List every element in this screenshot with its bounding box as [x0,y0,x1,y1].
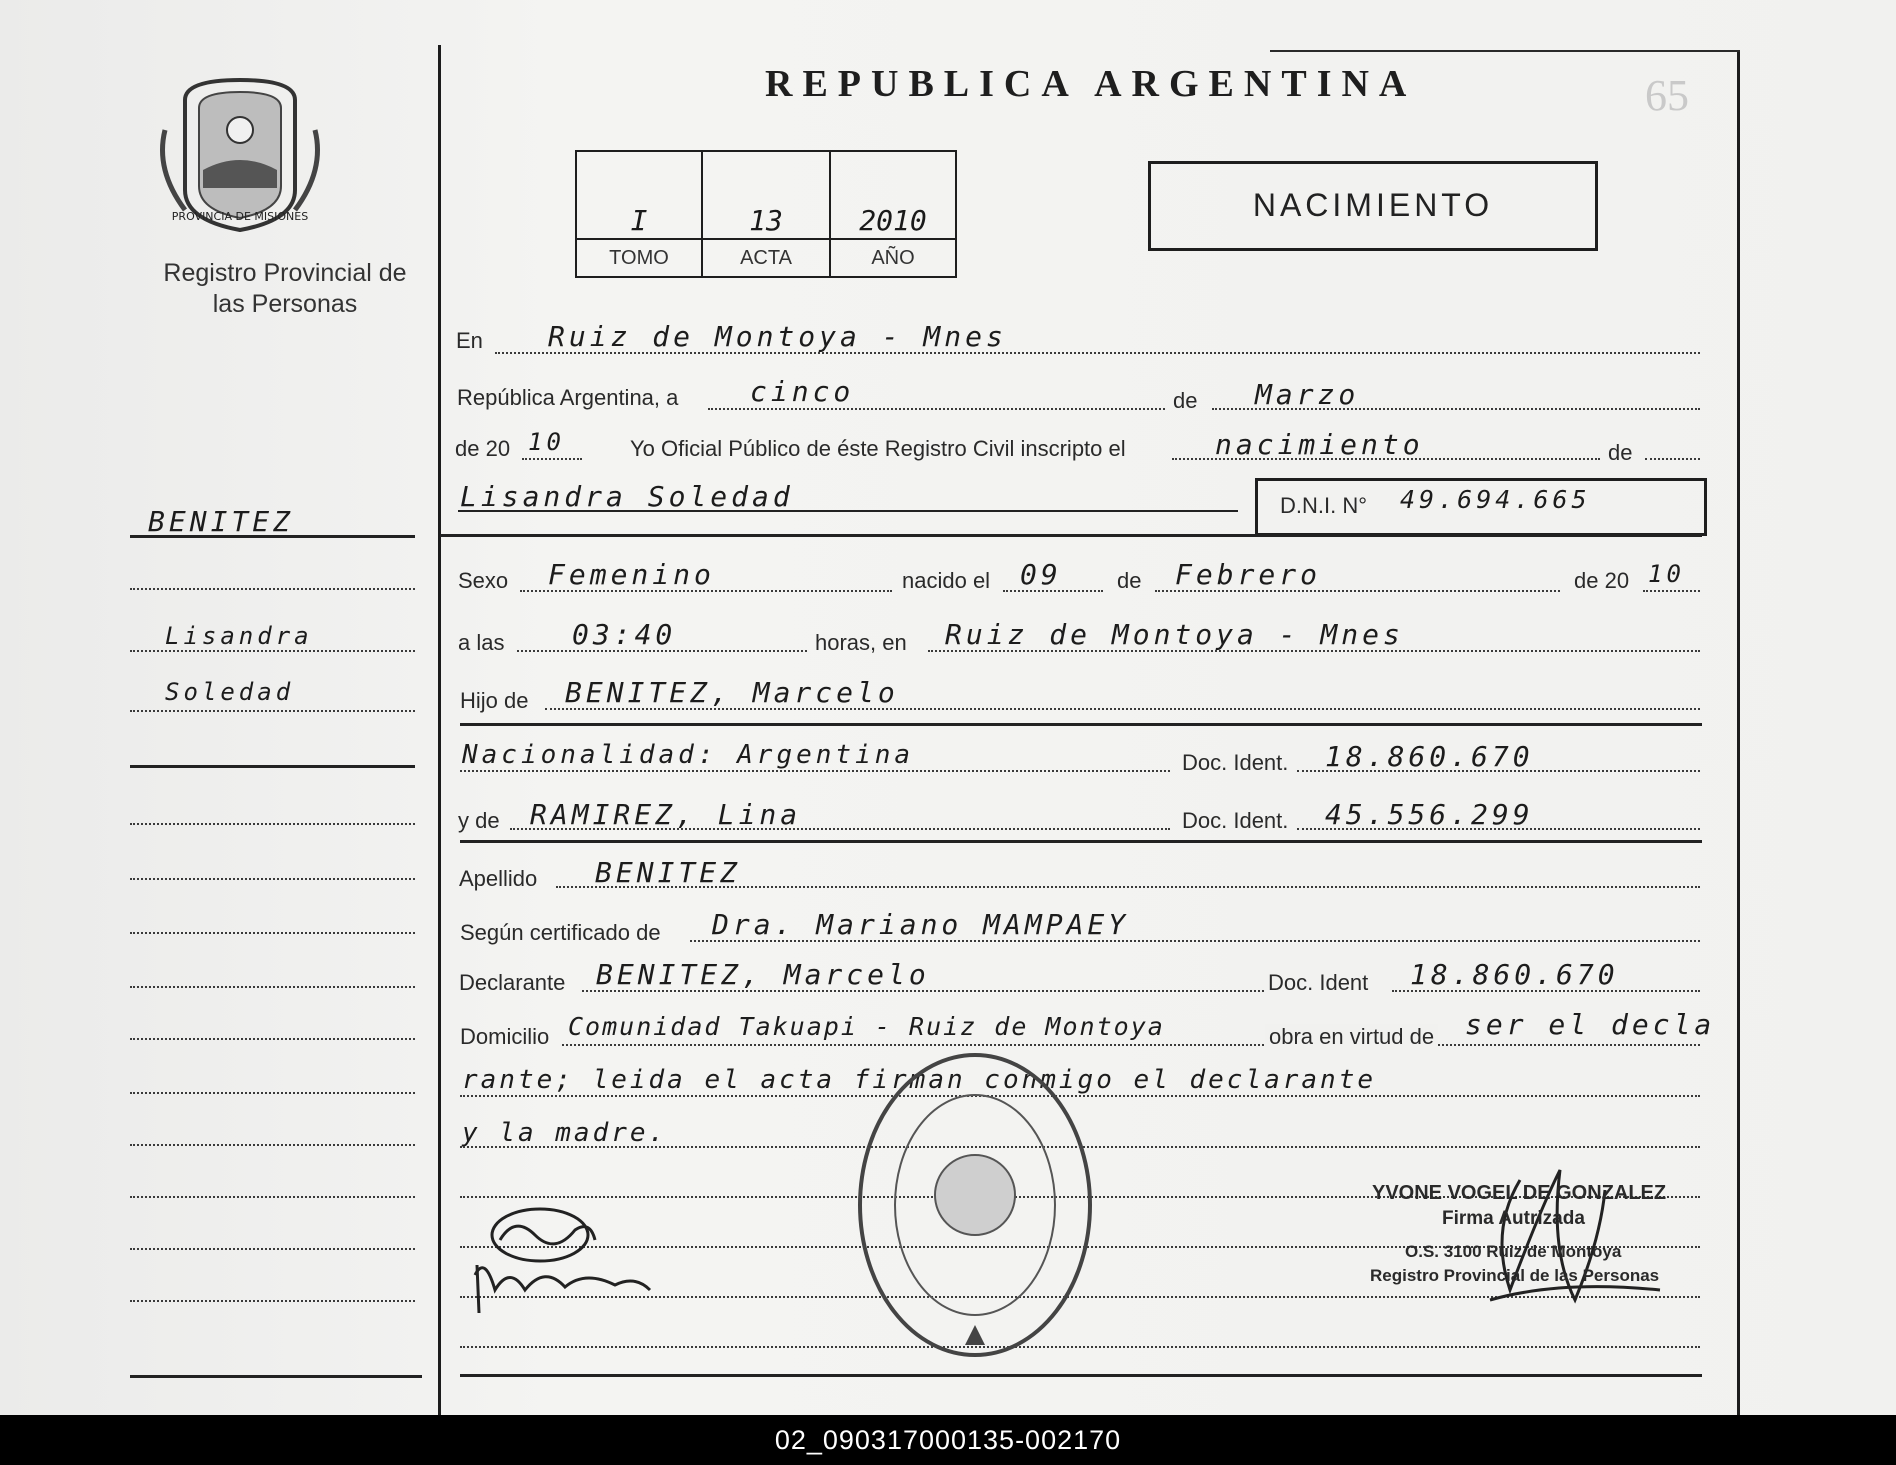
horas-label: horas, en [815,630,907,655]
margin-rule [130,765,415,768]
margin-line [130,1092,415,1094]
mother-doc: 45.556.299 [1325,798,1534,831]
anio-value: 2010 [859,204,927,237]
declarante-label: Declarante [459,970,566,995]
section-rule [440,534,1702,537]
nationality-line [460,770,1170,772]
obra-label: obra en virtud de [1265,1024,1438,1050]
nacido-label: nacido el [902,568,991,593]
dni-label: D.N.I. N° [1280,493,1368,518]
year-value: 10 [528,428,565,456]
tomo-value: I [630,204,648,237]
father-doc: 18.860.670 [1325,740,1534,773]
margin-name-2: Soledad [165,678,295,706]
official-name: YVONE VOGEL DE GONZALEZ [1372,1182,1667,1204]
registry-stamp [850,1045,1100,1365]
place-value: Ruiz de Montoya - Mnes [945,618,1404,651]
svg-text:PROVINCIA DE MISIONES: PROVINCIA DE MISIONES [171,210,309,223]
acta-cell [703,152,831,276]
alas-label: a las [458,630,505,655]
registry-table [575,150,957,278]
doc-ident-label-2: Doc. Ident. [1182,808,1289,833]
left-frame-line [438,45,441,1415]
act-type-box: NACIMIENTO [1148,161,1598,251]
month-value: Marzo [1255,378,1360,411]
declarante-doc: 18.860.670 [1410,958,1619,991]
top-frame-line [1270,50,1740,52]
provincial-seal [125,70,355,240]
hijo-label: Hijo de [460,688,529,713]
year-line [522,458,582,460]
child-name-line [458,510,1238,512]
yde-label: y de [458,808,500,833]
margin-line [130,650,415,652]
margin-line [130,710,415,712]
freeform-line-2: rante; leida el acta firman conmigo el declarante [462,1065,1377,1095]
official-role: Firma Autrizada [1442,1208,1585,1229]
en-value: Ruiz de Montoya - Mnes [548,320,1007,353]
de2010-label: de 20 [1574,568,1630,593]
hour-value: 03:40 [572,618,677,651]
de-label: de [1173,388,1198,413]
dni-value: 49.694.665 [1400,485,1591,514]
en-label: En [456,328,483,353]
de-line-2 [1645,458,1700,460]
right-frame-line [1737,50,1740,1415]
nationality-value: Nacionalidad: Argentina [462,740,915,770]
official-office: O.S. 3100 Ruiz de Montoya [1405,1242,1622,1261]
obra-value: ser el decla [1465,1008,1716,1041]
oficial-text: Yo Oficial Público de éste Registro Civil inscripto el [630,436,1126,461]
day-line [708,408,1165,410]
margin-rule [130,1375,422,1378]
margin-rule [130,535,415,538]
tomo-label: TOMO [577,238,701,276]
margin-line [130,878,415,880]
father-value: BENITEZ, Marcelo [565,676,899,709]
sexo-value: Femenino [548,558,715,591]
segun-label: Según certificado de [460,920,661,945]
segun-value: Dra. Mariano MAMPAEY [712,908,1130,941]
apellido-label: Apellido [459,866,538,891]
margin-line [130,1144,415,1146]
folio-number: 65 [1645,71,1689,120]
child-name: Lisandra Soledad [460,480,794,513]
domicilio-value: Comunidad Takuapi - Ruiz de Montoya [568,1012,1165,1041]
section-rule [460,723,1702,726]
anio-cell [831,152,955,276]
domicilio-label: Domicilio [460,1024,550,1049]
de-label-2: de [1608,440,1633,465]
margin-line [130,823,415,825]
de20-label: de 20 [455,436,511,461]
doc-ident-label-3: Doc. Ident [1268,970,1369,995]
doc-ident-label: Doc. Ident. [1182,750,1289,775]
declarant-signature [465,1195,655,1315]
margin-line [130,1196,415,1198]
dni-box [1255,478,1707,536]
acta-label: ACTA [703,238,829,276]
sexo-label: Sexo [458,568,509,593]
freeform-line-3: y la madre. [462,1118,668,1148]
organization-name: Registro Provincial de las Personas [163,259,407,318]
anio-label: AÑO [831,238,955,276]
tomo-cell [577,152,703,276]
birth-year: 10 [1648,560,1685,588]
apellido-value: BENITEZ [595,856,742,889]
official-registry: Registro Provincial de las Personas [1370,1266,1660,1285]
birth-month: Febrero [1175,558,1322,591]
section-rule [460,840,1702,843]
domicilio-line [562,1044,1700,1046]
birth-day: 09 [1020,558,1062,591]
margin-line [130,1248,415,1250]
margin-line [130,986,415,988]
document-title: REPUBLICA ARGENTINA [765,63,1417,105]
acta-value: 13 [749,204,783,237]
margin-surname: BENITEZ [148,505,295,538]
margin-line [130,588,415,590]
day-value: cinco [750,375,855,408]
mother-value: RAMIREZ, Lina [530,798,802,831]
margin-line [130,1300,415,1302]
margin-line [130,932,415,934]
margin-line [130,1038,415,1040]
margin-name-1: Lisandra [165,622,313,650]
bottom-rule [460,1374,1702,1377]
inscripto-value: nacimiento [1215,428,1424,461]
declarante-value: BENITEZ, Marcelo [596,958,930,991]
birth-year-line [1643,590,1700,592]
birth-de-label: de [1117,568,1142,593]
barcode-id-strip: 02_090317000135-002170 [0,1415,1896,1465]
republica-label: República Argentina, a [457,385,679,410]
